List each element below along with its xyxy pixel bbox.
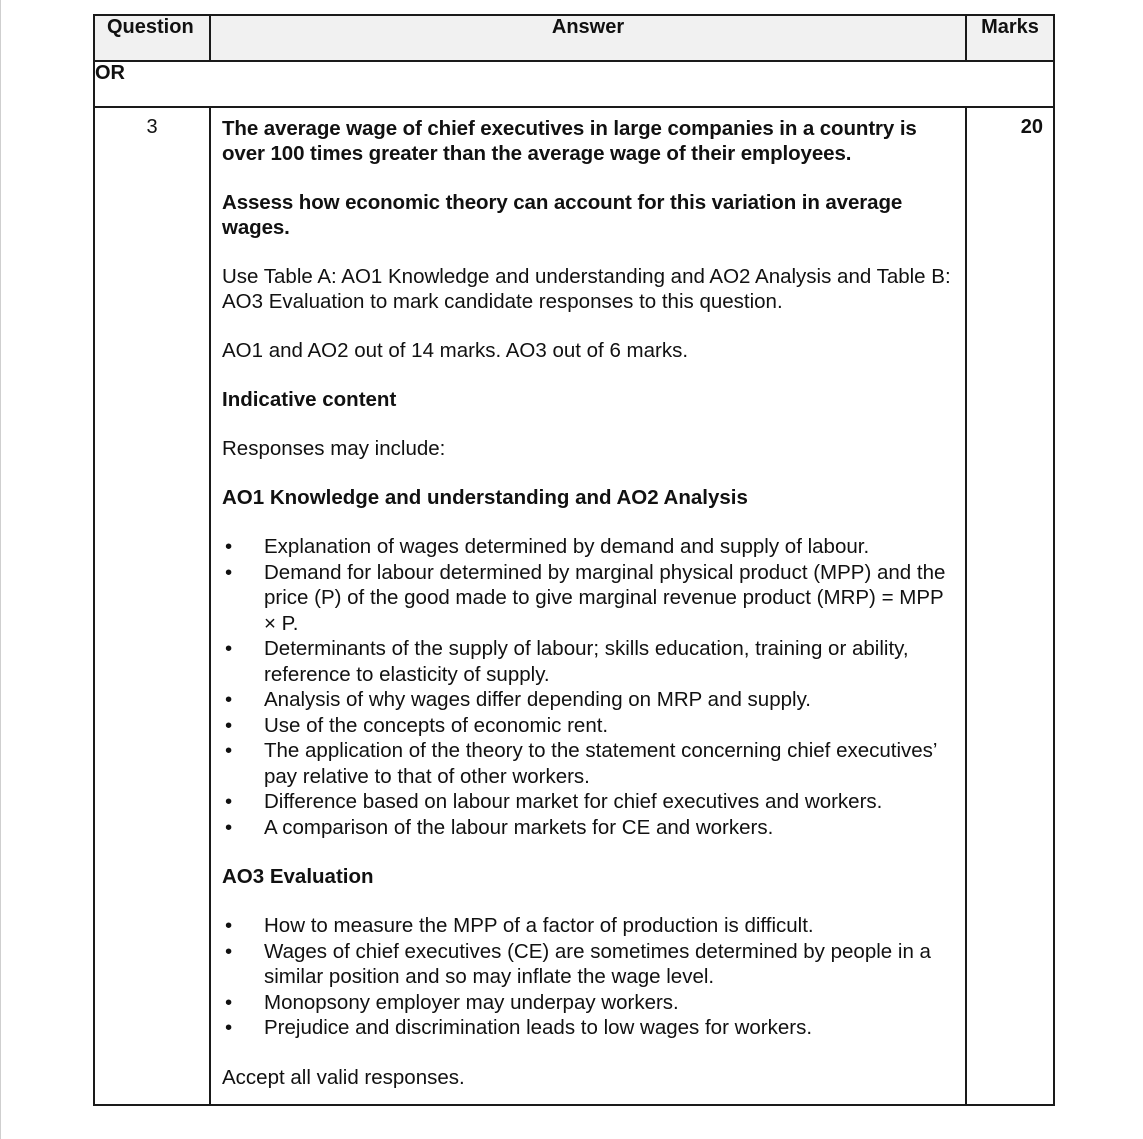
list-item [222, 636, 955, 687]
list-item-text: Determinants of the supply of labour; skills education, training or ability, reference to elasticity of supply. [264, 637, 909, 686]
list-item [222, 789, 955, 815]
mark-split: AO1 and AO2 out of 14 marks. AO3 out of 6 marks. [222, 339, 689, 362]
question-statement: The average wage of chief executives in large companies in a country is over 100 times greater than the average wage of their employees. [222, 117, 917, 165]
marking-instruction: Use Table A: AO1 Knowledge and understanding and AO2 Analysis and Table B: AO3 Evaluation to mark candidate responses to this question. [222, 265, 951, 313]
bullet-icon: • [225, 990, 233, 1014]
bullet-icon: • [225, 739, 233, 762]
list-item [222, 990, 955, 1016]
ao3-list [222, 913, 955, 1041]
list-item-text: Wages of chief executives (CE) are sometimes determined by people in a similar position and so may inflate the wage level. [264, 939, 931, 988]
bullet-icon: • [225, 713, 233, 737]
list-item [222, 1015, 955, 1041]
bullet-icon: • [225, 1016, 233, 1039]
bullet-icon: • [225, 815, 233, 839]
list-item-text: A comparison of the labour markets for CE and workers. [264, 815, 774, 839]
list-item [222, 815, 955, 841]
answer-cell [210, 107, 966, 1105]
ao1-ao2-heading: AO1 Knowledge and understanding and AO2 Analysis [222, 486, 748, 509]
list-item-text: Difference based on labour market for chief executives and workers. [264, 790, 883, 813]
header-row [94, 15, 1054, 61]
or-row [94, 61, 1054, 107]
ao1-ao2-list [222, 534, 955, 840]
list-item [222, 738, 955, 789]
list-item-text: The application of the theory to the statement concerning chief executives’ pay relative to that of other workers. [264, 739, 937, 788]
question-number: 3 [94, 107, 210, 1105]
or-label: OR [94, 61, 1054, 107]
list-item [222, 939, 955, 990]
list-item-text: Use of the concepts of economic rent. [264, 713, 609, 737]
list-item-text: Monopsony employer may underpay workers. [264, 990, 679, 1014]
bullet-icon: • [225, 637, 233, 660]
marks-value: 20 [966, 107, 1054, 1105]
header-marks: Marks [966, 15, 1054, 61]
mark-scheme-table [93, 14, 1055, 1106]
list-item-text: Analysis of why wages differ depending on MRP and supply. [264, 688, 811, 711]
list-item-text: Prejudice and discrimination leads to low wages for workers. [264, 1016, 813, 1039]
bullet-icon: • [225, 688, 233, 711]
list-item-text: How to measure the MPP of a factor of production is difficult. [264, 914, 814, 937]
list-item [222, 560, 955, 637]
list-item [222, 534, 955, 560]
page-edge [0, 0, 1, 1139]
list-item [222, 687, 955, 713]
indicative-content-heading: Indicative content [222, 388, 397, 411]
list-item [222, 913, 955, 939]
question-task: Assess how economic theory can account for this variation in average wages. [222, 191, 903, 239]
bullet-icon: • [225, 939, 233, 963]
question-row [94, 107, 1054, 1105]
ao3-heading: AO3 Evaluation [222, 865, 374, 888]
header-question: Question [94, 15, 210, 61]
bullet-icon: • [225, 790, 233, 813]
bullet-icon: • [225, 535, 233, 558]
list-item-text: Demand for labour determined by marginal physical product (MPP) and the price (P) of the good made to give marginal revenue product (MRP) = MPP × P. [264, 560, 946, 635]
bullet-icon: • [225, 560, 233, 584]
closing-note: Accept all valid responses. [222, 1065, 465, 1089]
list-item-text: Explanation of wages determined by demand and supply of labour. [264, 535, 870, 558]
bullet-icon: • [225, 914, 233, 937]
list-item [222, 713, 955, 739]
responses-intro: Responses may include: [222, 437, 446, 460]
header-answer: Answer [210, 15, 966, 61]
